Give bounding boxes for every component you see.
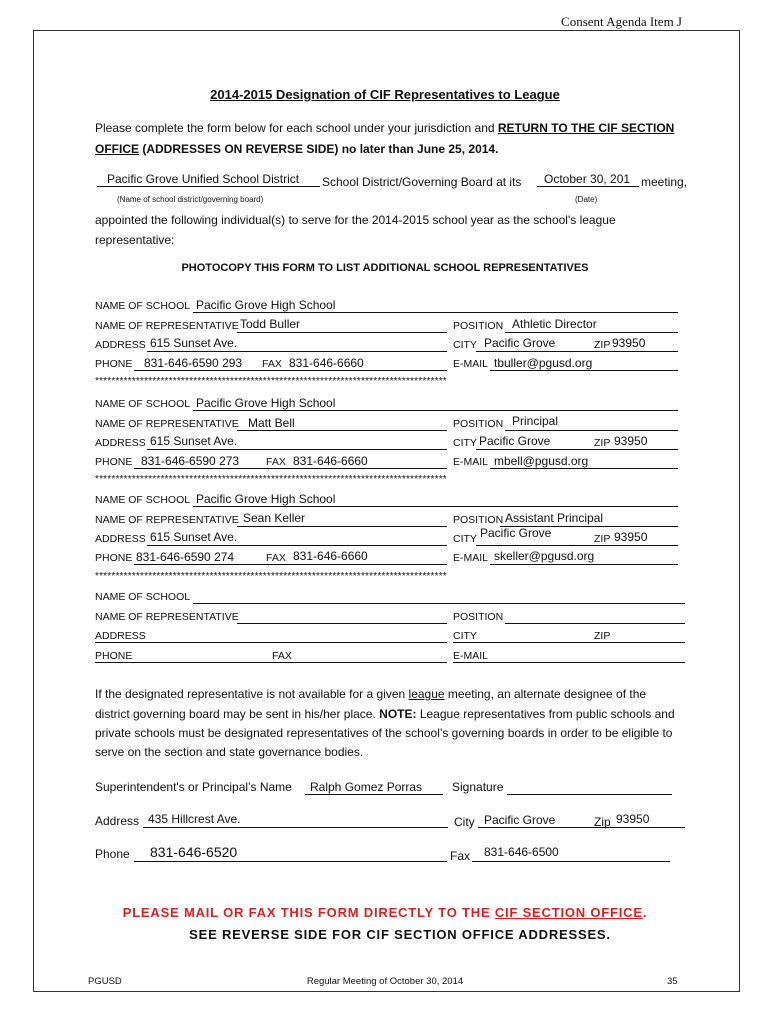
mail-period: . xyxy=(642,905,648,920)
page-number: 35 xyxy=(667,976,678,987)
form-title: 2014-2015 Designation of CIF Representatives to League xyxy=(210,87,560,102)
city-value: Pacific Grove xyxy=(480,526,552,540)
school-value: Pacific Grove High School xyxy=(196,298,336,312)
phone-label: PHONE xyxy=(95,552,133,564)
mail-notice xyxy=(0,904,770,922)
alternate-line-3: private schools must be designated representatives of the school’s governing boards in order to be eligible to xyxy=(95,726,673,740)
rep-label: NAME OF REPRESENTATIVE xyxy=(95,514,239,526)
phone-value: 831-646-6590 293 xyxy=(144,356,243,370)
address-blank-line[interactable] xyxy=(95,642,447,643)
city-value: Pacific Grove xyxy=(484,336,556,350)
city-label: CITY xyxy=(453,533,477,545)
address-label: ADDRESS xyxy=(95,533,146,545)
phone-label: PHONE xyxy=(95,650,133,662)
alt-text-c: meeting, an alternate designee of the xyxy=(444,687,647,701)
address-label: ADDRESS xyxy=(95,339,146,351)
zip-value: 93950 xyxy=(612,336,646,350)
rep-value: Sean Keller xyxy=(243,511,306,525)
sup-name-value: Ralph Gomez Porras xyxy=(310,780,423,794)
alternate-line-2 xyxy=(95,704,675,725)
sup-address-value: 435 Hillcrest Ave. xyxy=(148,812,241,826)
city-zip-blank-line[interactable] xyxy=(453,642,685,643)
alternate-line-4: serve on the section and state governance bodies. xyxy=(95,745,364,759)
fax-value: 831-646-6660 xyxy=(293,454,368,468)
reverse-side-note: SEE REVERSE SIDE FOR CIF SECTION OFFICE ADDRESSES. xyxy=(189,927,611,942)
addresses-text: (ADDRESSES ON REVERSE SIDE) no later than June 25, 2014. xyxy=(139,142,499,156)
fax-label: FAX xyxy=(262,358,282,370)
zip-label: ZIP xyxy=(594,339,611,351)
address-label: ADDRESS xyxy=(95,437,146,449)
alternate-line-1 xyxy=(95,684,646,705)
meeting-date-value: October 30, 201 xyxy=(544,172,631,186)
rep-label: NAME OF REPRESENTATIVE xyxy=(95,320,239,332)
email-label: E-MAIL xyxy=(453,650,489,662)
mail-cif-link: CIF SECTION OFFICE xyxy=(494,905,643,920)
email-label: E-MAIL xyxy=(453,358,489,370)
district-label: School District/Governing Board at its xyxy=(322,175,522,189)
sup-fax-value: 831-646-6500 xyxy=(484,845,559,859)
email-value: tbuller@pgusd.org xyxy=(494,356,593,370)
sup-zip-label: Zip xyxy=(594,815,611,829)
school-value: Pacific Grove High School xyxy=(196,396,336,410)
signature-line[interactable] xyxy=(507,794,672,795)
date-caption: (Date) xyxy=(575,195,598,204)
position-value: Assistant Principal xyxy=(505,511,604,525)
zip-label: ZIP xyxy=(594,533,611,545)
intro-text: Please complete the form below for each school under your jurisdiction and xyxy=(95,121,498,135)
intro-line-1 xyxy=(95,118,674,139)
sup-phone-value: 831-646-6520 xyxy=(150,844,238,860)
school-label: NAME OF SCHOOL xyxy=(95,300,191,312)
position-value: Athletic Director xyxy=(512,317,597,331)
school-label: NAME OF SCHOOL xyxy=(95,398,191,410)
sup-name-label: Superintendent's or Principal’s Name xyxy=(95,780,292,794)
zip-value: 93950 xyxy=(614,530,648,544)
separator-1: ************************************************************************************** xyxy=(95,376,447,387)
city-label: CITY xyxy=(453,339,477,351)
fax-value: 831-646-6660 xyxy=(293,549,368,563)
school-value: Pacific Grove High School xyxy=(196,492,336,506)
school-blank-line[interactable] xyxy=(193,603,685,604)
school-label: NAME OF SCHOOL xyxy=(95,591,191,603)
email-blank-line[interactable] xyxy=(453,662,685,663)
position-value: Principal xyxy=(512,414,559,428)
district-caption: (Name of school district/governing board) xyxy=(117,195,264,204)
fax-label: FAX xyxy=(266,456,286,468)
email-label: E-MAIL xyxy=(453,456,489,468)
position-label: POSITION xyxy=(453,320,504,332)
district-value: Pacific Grove Unified School District xyxy=(107,172,300,186)
sup-fax-label: Fax xyxy=(450,849,471,863)
phone-fax-blank-line[interactable] xyxy=(95,662,447,663)
alt-note-label: NOTE: xyxy=(379,707,417,721)
email-value: mbell@pgusd.org xyxy=(494,454,589,468)
mail-text: PLEASE MAIL OR FAX THIS FORM DIRECTLY TO THE xyxy=(122,905,495,920)
footer-center: Regular Meeting of October 30, 2014 xyxy=(306,976,464,987)
signature-label: Signature xyxy=(452,780,504,794)
address-value: 615 Sunset Ave. xyxy=(150,336,238,350)
zip-label: ZIP xyxy=(594,630,611,642)
rep-label: NAME OF REPRESENTATIVE xyxy=(95,418,239,430)
position-label: POSITION xyxy=(453,418,504,430)
sup-phone-label: Phone xyxy=(95,847,130,861)
address-label: ADDRESS xyxy=(95,630,146,642)
consent-agenda-note: Consent Agenda Item J xyxy=(561,14,682,29)
phone-label: PHONE xyxy=(95,358,133,370)
email-value: skeller@pgusd.org xyxy=(494,549,595,563)
intro-line-2 xyxy=(95,139,498,160)
city-label: CITY xyxy=(453,630,477,642)
sup-city-value: Pacific Grove xyxy=(484,813,556,827)
rep-value: Todd Buller xyxy=(240,317,301,331)
city-label: CITY xyxy=(453,437,477,449)
appointed-line-1: appointed the following individual(s) to serve for the 2014-2015 school year as the school's league xyxy=(95,213,616,227)
alt-text-a: If the designated representative is not available for a given xyxy=(95,687,409,701)
fax-label: FAX xyxy=(266,552,286,564)
appointed-line-2: representative: xyxy=(95,233,175,247)
alt-text-league: league xyxy=(408,687,445,701)
separator-3: ************************************************************************************** xyxy=(95,571,447,582)
footer-left: PGUSD xyxy=(88,976,122,987)
rep-blank-line[interactable] xyxy=(237,623,447,624)
school-label: NAME OF SCHOOL xyxy=(95,494,191,506)
meeting-label: meeting, xyxy=(641,175,688,189)
return-text: RETURN TO THE CIF SECTION xyxy=(497,121,675,135)
rep-label: NAME OF REPRESENTATIVE xyxy=(95,611,239,623)
phone-label: PHONE xyxy=(95,456,133,468)
sup-address-label: Address xyxy=(95,814,140,828)
fax-label: FAX xyxy=(272,650,292,662)
position-label: POSITION xyxy=(453,611,504,623)
phone-value: 831-646-6590 274 xyxy=(136,550,235,564)
photocopy-note: PHOTOCOPY THIS FORM TO LIST ADDITIONAL SCHOOL REPRESENTATIVES xyxy=(181,262,589,274)
email-label: E-MAIL xyxy=(453,552,489,564)
rep-value: Matt Bell xyxy=(248,416,295,430)
position-blank-line[interactable] xyxy=(505,623,685,624)
fax-value: 831-646-6660 xyxy=(289,356,364,370)
address-value: 615 Sunset Ave. xyxy=(150,530,238,544)
alt-text-2a: district governing board may be sent in his/her place. xyxy=(95,707,380,721)
address-value: 615 Sunset Ave. xyxy=(150,434,238,448)
zip-value: 93950 xyxy=(614,434,648,448)
zip-label: ZIP xyxy=(594,437,611,449)
sup-city-label: City xyxy=(454,815,475,829)
alt-text-2c: League representatives from public schools and xyxy=(416,707,675,721)
phone-value: 831-646-6590 273 xyxy=(141,454,240,468)
sup-zip-value: 93950 xyxy=(616,812,650,826)
office-text: OFFICE xyxy=(95,142,139,156)
city-value: Pacific Grove xyxy=(479,434,551,448)
separator-2: ************************************************************************************** xyxy=(95,474,447,485)
position-label: POSITION xyxy=(453,514,504,526)
